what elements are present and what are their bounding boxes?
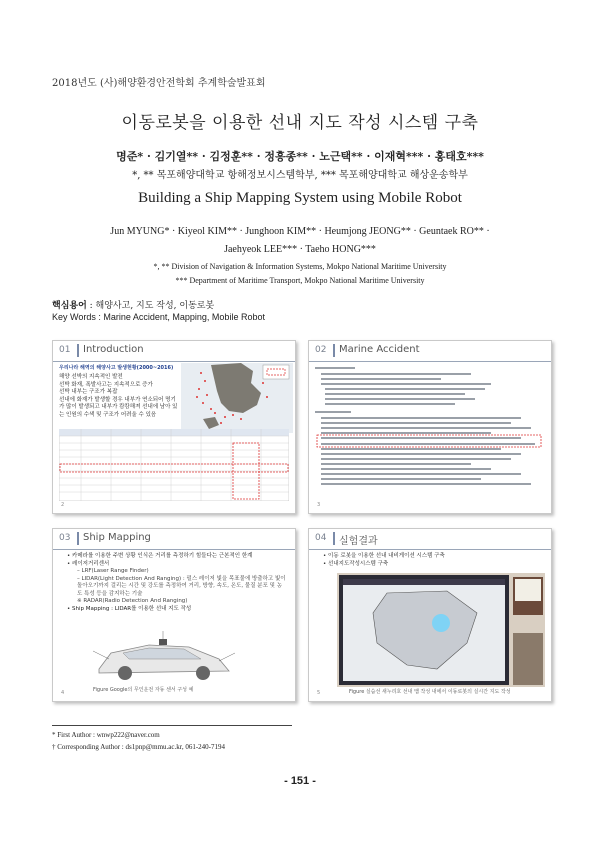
title-korean: 이동로봇을 이용한 선내 지도 작성 시스템 구축 xyxy=(121,113,479,133)
car-sensor-illustration xyxy=(89,629,239,685)
header-divider xyxy=(333,344,335,357)
figure-caption: Figure 실습선 새누리호 선내 맵 작성 내에서 이동로봇의 실시간 지도 작성 xyxy=(349,689,511,695)
slide-title: 실험결과 xyxy=(339,536,378,547)
slide-ship-mapping xyxy=(52,528,296,702)
mapping-result-photo xyxy=(337,573,545,687)
slide-title: Ship Mapping xyxy=(83,532,151,543)
slide-number: 04 xyxy=(315,533,327,543)
header-divider xyxy=(333,532,335,545)
slide-page-number: 5 xyxy=(317,690,321,696)
bullet-item: • Ship Mapping : LIDAR를 이용한 선내 지도 작성 xyxy=(67,605,192,612)
slide-subtitle: 우리나라 해역의 해양사고 발생현황(2000~2016) xyxy=(59,365,174,371)
bullet-list xyxy=(67,553,287,613)
keywords-english-value: : Marine Accident, Mapping, Mobile Robot xyxy=(98,312,265,322)
slide-results xyxy=(308,528,552,702)
keywords-korean-value: : 해양사고, 지도 작성, 이동로봇 xyxy=(89,301,215,311)
footnote-first-author: * First Author : wnwp222@naver.com xyxy=(52,731,160,739)
accident-statistics-table xyxy=(59,429,289,501)
affiliation-english-2: *** Department of Maritime Transport, Mokpo National Maritime University xyxy=(175,276,425,285)
slide-marine-accident xyxy=(308,340,552,514)
note-item: ※ RADAR(Radio Detection And Ranging) xyxy=(77,598,188,604)
affiliation-english-1: *, ** Division of Navigation & Information Systems, Mokpo National Maritime University xyxy=(153,262,447,271)
conference-header: 2018년도 (사)해양환경안전학회 추계학술발표회 xyxy=(52,78,266,89)
slide-number: 02 xyxy=(315,345,327,355)
slide-header xyxy=(309,529,551,550)
authors-english-line2: Jaehyeok LEE*** · Taeho HONG*** xyxy=(224,244,376,255)
slide-page-number: 3 xyxy=(317,502,321,508)
bullet-item: • 카메라를 이용한 주변 상황 인식은 거리를 측정하기 힘들다는 근본적인 한계 xyxy=(67,553,253,559)
bullet-list xyxy=(59,374,179,419)
figure-caption: Figure Google의 무인운전 자동 센서 구성 예 xyxy=(93,687,194,693)
keywords-korean-label: 핵심용어 xyxy=(52,301,87,311)
bullet-item: • 레이저거리센서 xyxy=(67,560,110,567)
page-number: - 151 - xyxy=(284,775,316,787)
slide-title: Introduction xyxy=(83,344,144,355)
slide-title: Marine Accident xyxy=(339,344,420,355)
slide-number: 03 xyxy=(59,533,71,543)
footnote-divider xyxy=(52,725,292,726)
keywords-english xyxy=(52,312,265,322)
slide-page-number: 2 xyxy=(61,502,65,508)
bullet-item: • 선내지도작성시스템 구축 xyxy=(323,560,389,567)
slide-header xyxy=(53,341,295,362)
slide-introduction xyxy=(52,340,296,514)
accident-map xyxy=(181,363,293,433)
slide-number: 01 xyxy=(59,345,71,355)
affiliation-korean: *, ** 목포해양대학교 항해정보시스템학부, *** 목포해양대학교 해상운송학부 xyxy=(132,170,468,181)
bullet-item: 선박 화재, 폭발사고는 지속적으로 증가 xyxy=(59,381,153,388)
keywords-english-label: Key Words xyxy=(52,312,96,322)
accident-text-block xyxy=(315,365,545,495)
slide-page-number: 4 xyxy=(61,690,65,696)
header-divider xyxy=(77,344,79,357)
authors-english-line1: Jun MYUNG* · Kiyeol KIM** · Junghoon KIM** · Heumjong JEONG** · Geuntaek RO** · xyxy=(110,226,490,237)
bullet-list xyxy=(323,553,523,568)
bullet-item: 선박 내부는 구조가 복잡 xyxy=(59,389,118,395)
slide-header xyxy=(53,529,295,550)
footnote-corresponding-author: † Corresponding Author : ds1pnp@mmu.ac.kr, 061-240-7194 xyxy=(52,743,225,751)
bullet-item: 해양 선박의 지속적인 발전 xyxy=(59,374,123,380)
title-english: Building a Ship Mapping System using Mobile Robot xyxy=(138,190,462,206)
slide-header xyxy=(309,341,551,362)
bullet-item: 선내에 화재가 발생할 경우 내부가 연소되어 명기가 많이 발생되고 내부가 캄캄해져 선내에 남아 있는 인원의 수색 및 구조가 어려울 수 있음 xyxy=(59,396,178,418)
sub-bullet-item: – LRF(Laser Range Finder) xyxy=(77,568,149,574)
authors-korean: 명준* · 김기열** · 김정훈** · 정흥종** · 노근택** · 이재혁*** · 홍태호*** xyxy=(116,150,484,163)
keywords-korean xyxy=(52,298,214,311)
sub-bullet-item: – LIDAR(Light Detection And Ranging) : 펄스 레이저 빛을 목표물에 방출하고 빛이 돌아오기까지 걸리는 시간 및 강도를 측정하여 거리, 방향, 속도, 온도, 물질 분포 및 농도 특성 등을 감지하는 기술 xyxy=(77,575,286,597)
bullet-item: • 이동 로봇을 이용한 선내 내비게이션 시스템 구축 xyxy=(323,553,445,559)
header-divider xyxy=(77,532,79,545)
